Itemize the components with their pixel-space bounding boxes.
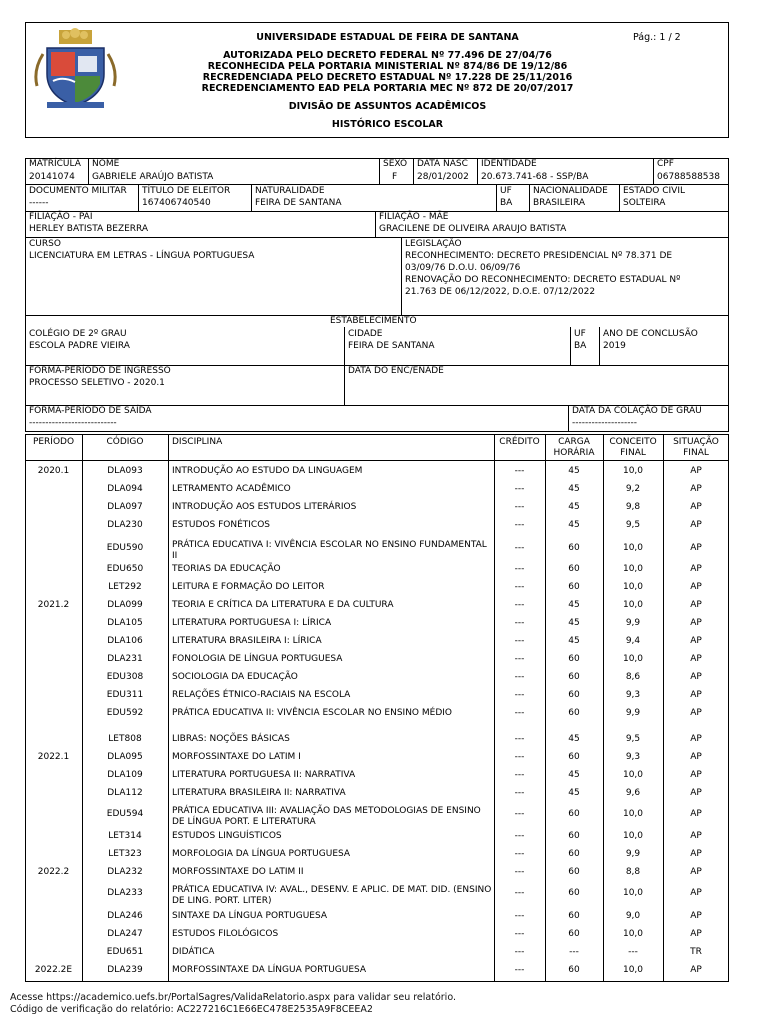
cell-situacao: AP [690,520,702,530]
cpf-label: CPF [657,159,674,169]
cell-situacao: AP [690,911,702,921]
cell-situacao: AP [690,734,702,744]
cell-situacao: AP [690,466,702,476]
authorization-line-3: RECREDENCIADA PELO DECRETO ESTADUAL Nº 17.228 DE 25/11/2016 [202,72,573,83]
mae-value: GRACILENE DE OLIVEIRA ARAUJO BATISTA [379,224,567,234]
cell-conceito: 10,0 [622,600,644,610]
cell-situacao: AP [690,708,702,718]
colegio-value: ESCOLA PADRE VIEIRA [29,341,130,351]
cell-carga-horaria: 60 [568,965,580,975]
cell-situacao: AP [690,929,702,939]
cell-situacao: AP [690,809,702,819]
cell-credito: --- [514,888,525,898]
cell-periodo: 2020.1 [37,466,70,476]
cell-disciplina: PRÁTICA EDUCATIVA IV: AVAL., DESENV. E APLIC. DE MAT. DID. (ENSINO DE LING. PORT. LITER) [172,885,492,906]
authorization-line-2: RECONHECIDA PELA PORTARIA MINISTERIAL Nº 874/86 DE 19/12/86 [207,61,568,72]
legislacao-label: LEGISLAÇÃO [405,239,462,249]
cell-disciplina: FONOLOGIA DE LÍNGUA PORTUGUESA [172,654,343,664]
cell-credito: --- [514,809,525,819]
cell-codigo: LET808 [108,734,142,744]
cell-codigo: DLA097 [107,502,143,512]
cell-conceito: 10,0 [622,564,644,574]
cell-situacao: AP [690,484,702,494]
ingresso-label: FORMA-PERÍODO DE INGRESSO [29,366,171,376]
ano-value: 2019 [603,341,626,351]
cell-disciplina: RELAÇÕES ÉTNICO-RACIAIS NA ESCOLA [172,690,351,700]
cell-carga-horaria: 45 [568,484,580,494]
uf2-label: UF [574,329,586,339]
cell-credito: --- [514,466,525,476]
cell-carga-horaria: --- [569,947,579,957]
cell-disciplina: LITERATURA PORTUGUESA I: LÍRICA [172,618,332,628]
cell-codigo: EDU651 [106,947,144,957]
cell-disciplina: TEORIA E CRÍTICA DA LITERATURA E DA CULTURA [172,600,394,610]
cell-carga-horaria: 45 [568,502,580,512]
cell-disciplina: PRÁTICA EDUCATIVA II: VIVÊNCIA ESCOLAR NO ENSINO MÉDIO [172,708,452,718]
cell-carga-horaria: 60 [568,911,580,921]
cell-credito: --- [514,600,525,610]
university-name: UNIVERSIDADE ESTADUAL DE FEIRA DE SANTANA [256,32,519,43]
cell-situacao: TR [690,947,702,957]
cell-conceito: 9,5 [625,734,641,744]
cell-situacao: AP [690,618,702,628]
footer-validation-link[interactable]: Acesse https://academico.uefs.br/PortalSagres/ValidaRelatorio.aspx para validar seu relatório. [10,992,456,1003]
cell-codigo: DLA230 [107,520,143,530]
cell-conceito: 10,0 [622,965,644,975]
sexo-label: SEXO [383,159,408,169]
cell-disciplina: ESTUDOS LINGUÍSTICOS [172,831,282,841]
colacao-value: -------------------- [572,418,637,428]
sexo-value: F [392,172,398,182]
header-carga-2: HORÁRIA [553,448,595,458]
cell-codigo: DLA105 [107,618,143,628]
cell-conceito: 10,0 [622,929,644,939]
cell-disciplina: LITERATURA BRASILEIRA II: NARRATIVA [172,788,346,798]
cell-codigo: DLA094 [107,484,143,494]
nome-value: GABRIELE ARAÚJO BATISTA [92,172,214,182]
cell-credito: --- [514,947,525,957]
cell-disciplina: LIBRAS: NOÇÕES BÁSICAS [172,734,290,744]
cell-situacao: AP [690,867,702,877]
cell-credito: --- [514,929,525,939]
cell-disciplina: LETRAMENTO ACADÊMICO [172,484,291,494]
cell-conceito: 9,0 [625,911,641,921]
cell-disciplina: MORFOLOGIA DA LÍNGUA PORTUGUESA [172,849,351,859]
cell-carga-horaria: 45 [568,734,580,744]
estabelecimento-label: ESTABELECIMENTO [330,316,417,326]
cell-carga-horaria: 60 [568,867,580,877]
cell-credito: --- [514,654,525,664]
cell-conceito: 10,0 [622,809,644,819]
cell-carga-horaria: 60 [568,831,580,841]
titulo-value: 167406740540 [142,198,211,208]
cell-codigo: EDU311 [106,690,144,700]
cell-situacao: AP [690,543,702,553]
header-conceito-2: FINAL [620,448,646,458]
cell-conceito: 9,3 [625,752,641,762]
nasc-label: DATA NASC [417,159,468,169]
cell-carga-horaria: 60 [568,543,580,553]
cell-disciplina: SOCIOLOGIA DA EDUCAÇÃO [172,672,298,682]
cell-situacao: AP [690,582,702,592]
cell-codigo: LET323 [108,849,142,859]
estado-civil-value: SOLTEIRA [623,198,666,208]
cell-codigo: DLA109 [107,770,143,780]
cell-periodo: 2021.2 [37,600,70,610]
cell-credito: --- [514,672,525,682]
cell-codigo: DLA095 [107,752,143,762]
header-disciplina: DISCIPLINA [172,437,223,447]
naturalidade-label: NATURALIDADE [255,186,325,196]
uf2-value: BA [574,341,587,351]
cell-credito: --- [514,911,525,921]
cell-codigo: DLA246 [107,911,143,921]
cell-codigo: DLA233 [107,888,143,898]
cell-carga-horaria: 60 [568,654,580,664]
cell-conceito: 10,0 [622,770,644,780]
curso-label: CURSO [29,239,61,249]
cell-codigo: DLA239 [107,965,143,975]
cell-carga-horaria: 45 [568,788,580,798]
naturalidade-value: FEIRA DE SANTANA [255,198,342,208]
cell-disciplina: LEITURA E FORMAÇÃO DO LEITOR [172,582,325,592]
cell-conceito: 9,4 [625,636,641,646]
cell-codigo: DLA231 [107,654,143,664]
cell-credito: --- [514,636,525,646]
cell-disciplina: ESTUDOS FONÉTICOS [172,520,270,530]
cell-carga-horaria: 45 [568,466,580,476]
ingresso-value: PROCESSO SELETIVO - 2020.1 [29,378,165,388]
legislacao-line-3: RENOVAÇÃO DO RECONHECIMENTO: DECRETO ESTADUAL Nº [405,275,681,285]
cell-carga-horaria: 60 [568,690,580,700]
header-credito: CRÉDITO [499,437,540,447]
document-title: HISTÓRICO ESCOLAR [331,119,444,130]
cell-conceito: 9,3 [625,690,641,700]
cell-disciplina: ESTUDOS FILOLÓGICOS [172,929,279,939]
cell-credito: --- [514,734,525,744]
cell-situacao: AP [690,600,702,610]
cell-conceito: 10,0 [622,888,644,898]
cidade-value: FEIRA DE SANTANA [348,341,435,351]
cell-conceito: 9,9 [625,618,641,628]
university-crest-icon [33,26,118,111]
cell-situacao: AP [690,564,702,574]
cell-situacao: AP [690,654,702,664]
cell-conceito: 9,9 [625,849,641,859]
cell-carga-horaria: 60 [568,582,580,592]
header-carga-1: CARGA [558,437,590,447]
cell-codigo: EDU308 [106,672,144,682]
cell-situacao: AP [690,770,702,780]
cell-codigo: EDU590 [106,543,144,553]
cell-situacao: AP [690,831,702,841]
cell-carga-horaria: 60 [568,929,580,939]
legislacao-line-2: 03/09/76 D.O.U. 06/09/76 [405,263,521,273]
cell-disciplina: INTRODUÇÃO AOS ESTUDOS LITERÁRIOS [172,502,357,512]
cell-situacao: AP [690,965,702,975]
cell-credito: --- [514,564,525,574]
cell-conceito: 10,0 [622,543,644,553]
cell-conceito: 9,8 [625,502,641,512]
cell-disciplina: LITERATURA BRASILEIRA I: LÍRICA [172,636,322,646]
cell-periodo: 2022.2 [37,867,70,877]
cell-carga-horaria: 60 [568,809,580,819]
cell-disciplina: MORFOSSINTAXE DO LATIM II [172,867,304,877]
cell-disciplina: MORFOSSINTAXE DA LÍNGUA PORTUGUESA [172,965,367,975]
cell-codigo: LET314 [108,831,142,841]
cell-carga-horaria: 60 [568,708,580,718]
mae-label: FILIAÇÃO - MÃE [379,212,449,222]
authorization-line-1: AUTORIZADA PELO DECRETO FEDERAL Nº 77.496 DE 27/04/76 [223,50,552,61]
cell-codigo: EDU592 [106,708,144,718]
cell-conceito: --- [628,947,638,957]
nasc-value: 28/01/2002 [417,172,469,182]
cell-credito: --- [514,831,525,841]
uf-value: BA [500,198,513,208]
cell-codigo: DLA099 [107,600,143,610]
cell-carga-horaria: 45 [568,618,580,628]
cell-situacao: AP [690,849,702,859]
cell-situacao: AP [690,752,702,762]
matricula-label: MATRÍCULA [29,159,81,169]
cell-situacao: AP [690,888,702,898]
cell-carga-horaria: 60 [568,564,580,574]
cell-situacao: AP [690,636,702,646]
cell-situacao: AP [690,672,702,682]
uf-label: UF [500,186,512,196]
cell-conceito: 10,0 [622,831,644,841]
cell-codigo: LET292 [108,582,142,592]
docmil-value: ------ [29,198,49,208]
nacionalidade-label: NACIONALIDADE [533,186,608,196]
nome-label: NOME [92,159,120,169]
cell-codigo: DLA232 [107,867,143,877]
cell-credito: --- [514,484,525,494]
cell-credito: --- [514,752,525,762]
colacao-label: DATA DA COLAÇÃO DE GRAU [572,406,702,416]
cell-codigo: DLA093 [107,466,143,476]
cell-conceito: 10,0 [622,654,644,664]
legislacao-line-1: RECONHECIMENTO: DECRETO PRESIDENCIAL Nº 78.371 DE [405,251,673,261]
cell-credito: --- [514,770,525,780]
cell-carga-horaria: 45 [568,770,580,780]
cell-credito: --- [514,618,525,628]
cell-conceito: 9,5 [625,520,641,530]
cell-periodo: 2022.1 [37,752,70,762]
cell-conceito: 9,9 [625,708,641,718]
colegio-label: COLÉGIO DE 2º GRAU [29,329,127,339]
pai-value: HERLEY BATISTA BEZERRA [29,224,149,234]
cell-credito: --- [514,849,525,859]
cell-codigo: DLA112 [107,788,143,798]
cell-disciplina: INTRODUÇÃO AO ESTUDO DA LINGUAGEM [172,466,363,476]
curso-value: LICENCIATURA EM LETRAS - LÍNGUA PORTUGUESA [29,251,255,261]
cell-situacao: AP [690,502,702,512]
identidade-label: IDENTIDADE [481,159,537,169]
cell-credito: --- [514,788,525,798]
cell-carga-horaria: 60 [568,672,580,682]
header-situacao-2: FINAL [683,448,709,458]
enc-label: DATA DO ENC/ENADE [348,366,444,376]
titulo-label: TÍTULO DE ELEITOR [142,186,231,196]
cell-credito: --- [514,708,525,718]
footer-verification-code: Código de verificação do relatório: AC227216C1E66EC478E2535A9F8CEEA2 [10,1004,373,1015]
identidade-value: 20.673.741-68 - SSP/BA [481,172,589,182]
cpf-value: 06788588538 [657,172,720,182]
cell-codigo: DLA247 [107,929,143,939]
cell-codigo: DLA106 [107,636,143,646]
cell-carga-horaria: 45 [568,636,580,646]
cell-codigo: EDU594 [106,809,144,819]
cell-credito: --- [514,867,525,877]
cell-carga-horaria: 60 [568,849,580,859]
cell-conceito: 9,6 [625,788,641,798]
authorization-line-4: RECREDENCIAMENTO EAD PELA PORTARIA MEC Nº 872 DE 20/07/2017 [201,83,574,94]
cell-credito: --- [514,582,525,592]
cell-disciplina: LITERATURA PORTUGUESA II: NARRATIVA [172,770,356,780]
cell-carga-horaria: 45 [568,600,580,610]
cell-credito: --- [514,520,525,530]
cell-credito: --- [514,965,525,975]
cell-disciplina: PRÁTICA EDUCATIVA III: AVALIAÇÃO DAS METODOLOGIAS DE ENSINO DE LÍNGUA PORT. E LITERATURA [172,806,481,827]
cidade-label: CIDADE [348,329,383,339]
header-periodo: PERÍODO [32,437,75,447]
legislacao-line-4: 21.763 DE 06/12/2022, D.O.E. 07/12/2022 [405,287,596,297]
matricula-value: 20141074 [29,172,75,182]
cell-carga-horaria: 60 [568,888,580,898]
cell-disciplina: TEORIAS DA EDUCAÇÃO [172,564,281,574]
saida-label: FORMA-PERÍODO DE SAÍDA [29,406,152,416]
cell-conceito: 8,6 [625,672,641,682]
saida-value: --------------------------- [29,418,117,428]
cell-conceito: 8,8 [625,867,641,877]
cell-credito: --- [514,690,525,700]
cell-credito: --- [514,502,525,512]
header-conceito-1: CONCEITO [609,437,657,447]
cell-disciplina: MORFOSSINTAXE DO LATIM I [172,752,301,762]
cell-periodo: 2022.2E [34,965,73,975]
division-title: DIVISÃO DE ASSUNTOS ACADÊMICOS [288,101,487,112]
cell-disciplina: SINTAXE DA LÍNGUA PORTUGUESA [172,911,328,921]
ano-label: ANO DE CONCLUSÃO [603,329,698,339]
estado-civil-label: ESTADO CIVIL [623,186,685,196]
nacionalidade-value: BRASILEIRA [533,198,585,208]
docmil-label: DOCUMENTO MILITAR [29,186,127,196]
cell-situacao: AP [690,788,702,798]
cell-codigo: EDU650 [106,564,144,574]
header-codigo: CÓDIGO [106,437,144,447]
cell-carga-horaria: 60 [568,752,580,762]
cell-conceito: 10,0 [622,582,644,592]
cell-conceito: 9,2 [625,484,641,494]
cell-disciplina: DIDÁTICA [172,947,215,957]
pai-label: FILIAÇÃO - PAI [29,212,93,222]
cell-conceito: 10,0 [622,466,644,476]
header-situacao-1: SITUAÇÃO [673,437,719,447]
cell-credito: --- [514,543,525,553]
cell-disciplina: PRÁTICA EDUCATIVA I: VIVÊNCIA ESCOLAR NO ENSINO FUNDAMENTAL II [172,540,487,561]
cell-situacao: AP [690,690,702,700]
cell-carga-horaria: 45 [568,520,580,530]
page-number: Pág.: 1 / 2 [633,32,681,43]
